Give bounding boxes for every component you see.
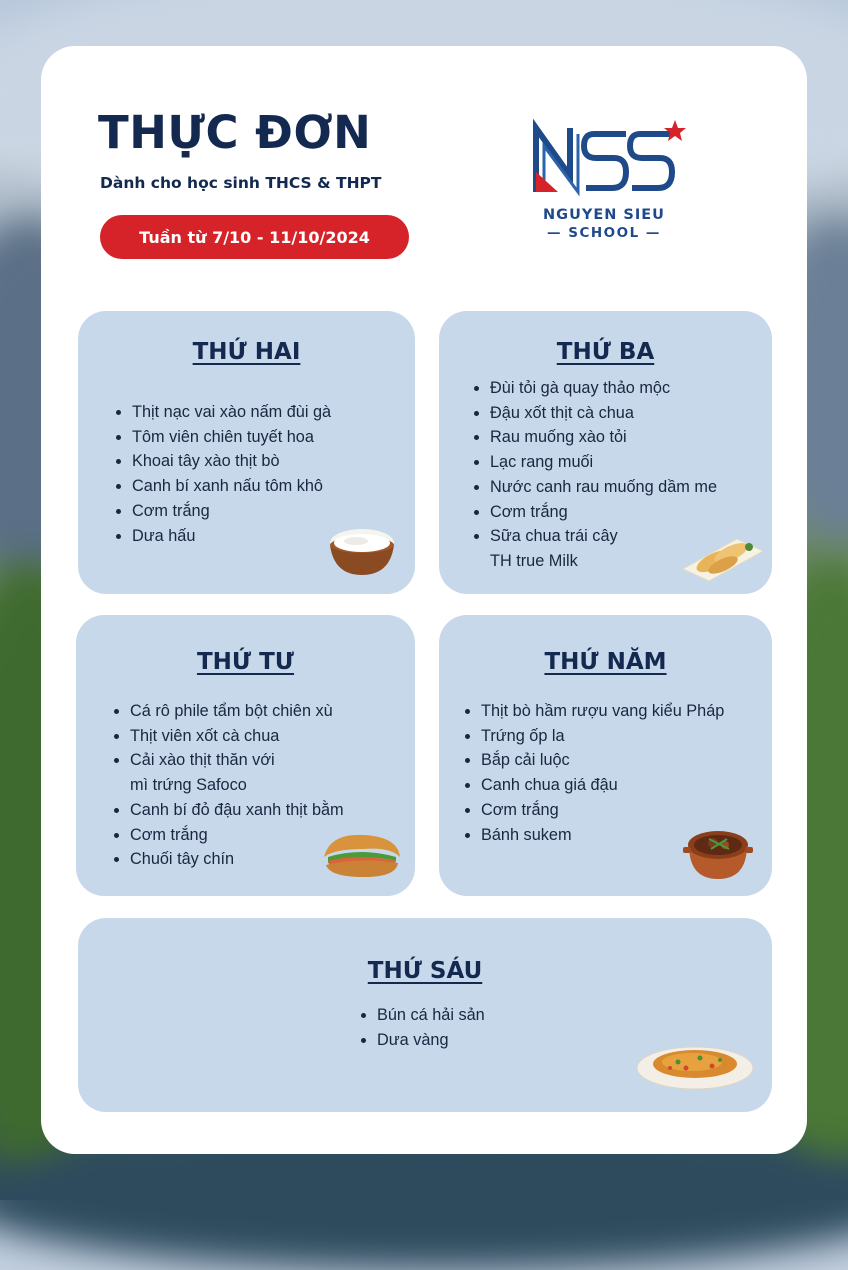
day-title: THỨ TƯ (196, 649, 295, 675)
list-item: • Dưa vàng (377, 1028, 485, 1053)
list-item: • Cá rô phile tẩm bột chiên xù (130, 699, 344, 724)
day-panel-wednesday (76, 615, 415, 896)
list-item: • Lạc rang muối (490, 450, 717, 475)
spring-rolls-icon (679, 521, 765, 583)
list-item: • Canh bí xanh nấu tôm khô (132, 474, 331, 499)
list-item: • Bánh sukem (481, 823, 724, 848)
list-item: TH true Milk (490, 551, 578, 570)
list-item: • Cơm trắng (130, 823, 344, 848)
list-item: • Dưa hấu (132, 524, 331, 549)
list-item: • Đùi tỏi gà quay thảo mộc (490, 376, 717, 401)
list-item: mì trứng Safoco (130, 776, 247, 795)
list-item: • Cải xào thịt thăn với (130, 748, 344, 773)
day-panel-monday (78, 311, 415, 594)
list-item: • Thịt viên xốt cà chua (130, 724, 344, 749)
list-item: • Khoai tây xào thịt bò (132, 449, 331, 474)
banh-mi-icon (320, 827, 404, 881)
list-item: • Chuối tây chín (130, 847, 344, 872)
day-panel-thursday (439, 615, 772, 896)
list-item: • Cơm trắng (132, 499, 331, 524)
list-item: • Thịt bò hầm rượu vang kiểu Pháp (481, 699, 724, 724)
day-title: THỨ NĂM (544, 649, 667, 675)
rice-bowl-icon (326, 521, 398, 579)
day-panel-tuesday (439, 311, 772, 594)
day-title: THỨ BA (556, 339, 655, 365)
list-item: • Canh bí đỏ đậu xanh thịt bằm (130, 798, 344, 823)
list-item: • Bắp cải luộc (481, 748, 724, 773)
logo-subtitle: — SCHOOL — (547, 225, 661, 241)
list-item: • Bún cá hải sản (377, 1003, 485, 1028)
week-badge: Tuần từ 7/10 - 11/10/2024 (100, 215, 409, 259)
fried-rice-plate-icon (634, 1038, 756, 1092)
menu-list (112, 400, 331, 548)
list-item: • Tôm viên chiên tuyết hoa (132, 425, 331, 450)
list-item: • Trứng ốp la (481, 724, 724, 749)
list-item: • Nước canh rau muống dầm me (490, 475, 717, 500)
logo-name: NGUYEN SIEU (543, 207, 665, 223)
day-title: THỨ HAI (192, 339, 301, 365)
list-item: • Canh chua giá đậu (481, 773, 724, 798)
clay-pot-icon (683, 819, 753, 885)
list-item: • Đậu xốt thịt cà chua (490, 401, 717, 426)
list-item: • Cơm trắng (490, 500, 717, 525)
list-item: • Thịt nạc vai xào nấm đùi gà (132, 400, 331, 425)
list-item: • Cơm trắng (481, 798, 724, 823)
list-item: • Rau muống xào tỏi (490, 425, 717, 450)
list-item: • Sữa chua trái cây (490, 524, 717, 549)
day-panel-friday (78, 918, 772, 1112)
page-subtitle: Dành cho học sinh THCS & THPT (100, 174, 382, 192)
menu-list (357, 1003, 485, 1052)
day-title: THỨ SÁU (367, 958, 483, 984)
page-title: THỰC ĐƠN (98, 106, 372, 159)
menu-list (110, 699, 344, 872)
